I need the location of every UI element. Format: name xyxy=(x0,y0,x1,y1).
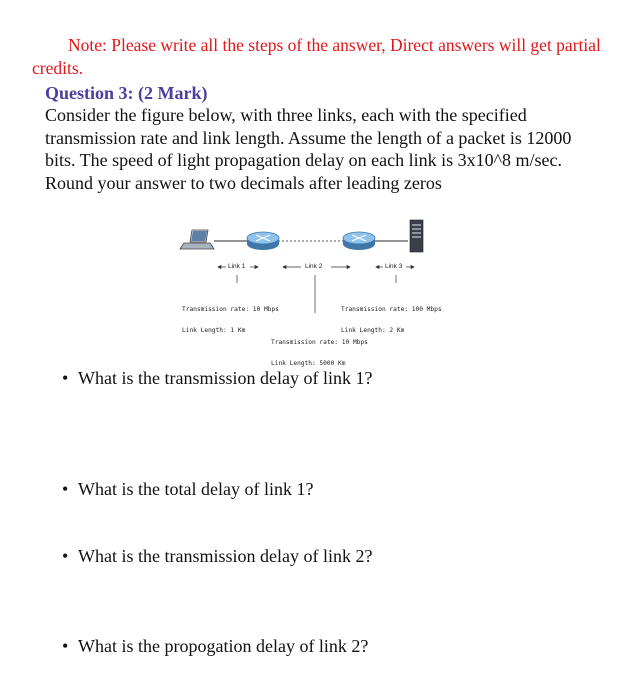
bullet-text: What is the transmission delay of link 1? xyxy=(78,368,373,388)
bullet-text: What is the total delay of link 1? xyxy=(78,479,314,499)
laptop-icon xyxy=(180,230,214,249)
question-bullet-1 xyxy=(62,367,372,389)
link3-length: Link Length: 2 Km xyxy=(341,327,405,334)
note-text: Note: Please write all the steps of the answer, Direct answers will get partial credits. xyxy=(32,35,601,78)
question-body: Consider the figure below, with three links, each with the specified transmission rate and link length. Assume the length of a packet is 12000 bits. The speed of light propagation delay on each link is 3x10^8 m/sec. Round your answer to two decimals after leading zeros xyxy=(45,105,572,193)
link1-label: Link 1 xyxy=(228,263,246,270)
link2-rate: Transmission rate: 10 Mbps xyxy=(271,339,368,346)
bullet-icon: • xyxy=(62,479,69,499)
link2-length: Link Length: 5000 Km xyxy=(271,360,346,367)
bullet-icon: • xyxy=(62,636,69,656)
server-icon xyxy=(410,220,423,252)
link2-label: Link 2 xyxy=(305,263,323,270)
link3-rate: Transmission rate: 100 Mbps xyxy=(341,306,442,313)
link1-length: Link Length: 1 Km xyxy=(182,327,246,334)
network-figure xyxy=(178,218,458,367)
link1-rate: Transmission rate: 10 Mbps xyxy=(182,306,279,313)
bullet-text: What is the propogation delay of link 2? xyxy=(78,636,369,656)
router-icon xyxy=(343,232,375,250)
question-bullet-4 xyxy=(62,635,368,657)
question-title: Question 3: (2 Mark) xyxy=(45,83,208,103)
bullet-text: What is the transmission delay of link 2? xyxy=(78,546,373,566)
bullet-icon: • xyxy=(62,368,69,388)
question-bullet-2 xyxy=(62,478,313,500)
router-icon xyxy=(247,232,279,250)
bullet-icon: • xyxy=(62,546,69,566)
link1-specs xyxy=(182,292,279,348)
question-bullet-3 xyxy=(62,545,372,567)
link3-label: Link 3 xyxy=(385,263,403,270)
